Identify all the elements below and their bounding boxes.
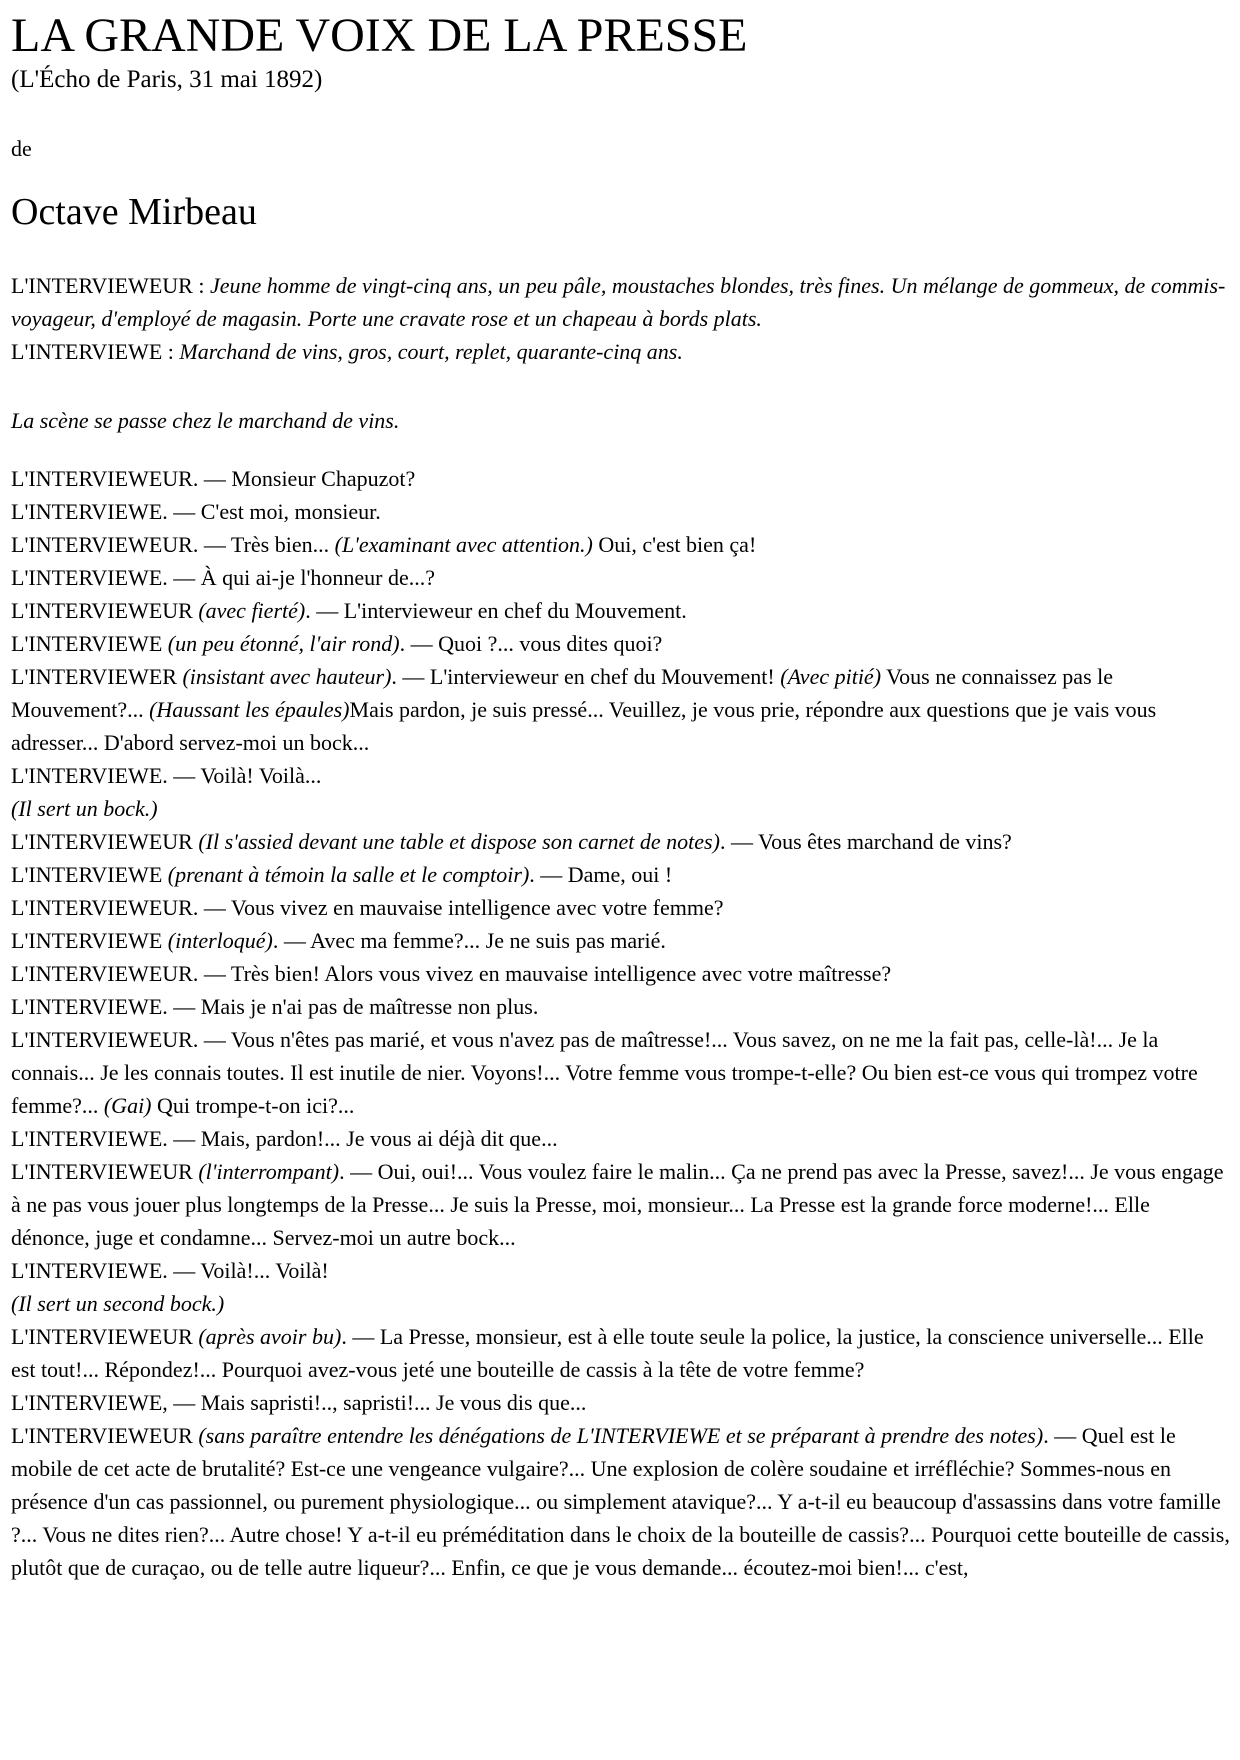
speech-text: L'INTERVIEWE. — C'est moi, monsieur. <box>11 499 381 524</box>
text-line <box>11 1023 1230 1122</box>
text-line <box>11 335 1230 368</box>
speech-text: L'INTERVIEWE : <box>11 339 180 364</box>
stage-direction: Marchand de vins, gros, court, replet, quarante-cinq ans. <box>179 339 683 364</box>
text-line <box>11 858 1230 891</box>
speech-text: L'INTERVIEWEUR <box>11 598 199 623</box>
text-line <box>11 269 1230 335</box>
text-line <box>11 1122 1230 1155</box>
text-line <box>11 627 1230 660</box>
speech-text: L'INTERVIEWE <box>11 631 168 656</box>
speech-text: . — Dame, oui ! <box>529 862 673 887</box>
speech-text: L'INTERVIEWEUR : <box>11 273 210 298</box>
stage-direction: (Gai) <box>103 1093 152 1118</box>
text-line <box>11 1254 1230 1287</box>
dialogue-block <box>11 462 1230 1584</box>
text-line <box>11 1386 1230 1419</box>
text-line <box>11 825 1230 858</box>
stage-direction: (L'examinant avec attention.) <box>334 532 593 557</box>
stage-direction: Jeune homme de vingt-cinq ans, un peu pâle, moustaches blondes, très fines. Un mélange de gommeux, de commis-voyageur, d'employé de magasin. Porte une cravate rose et un chapeau à bords plats. <box>11 273 1226 331</box>
speech-text: L'INTERVIEWEUR <box>11 1159 199 1184</box>
stage-direction: (insistant avec hauteur) <box>182 664 392 689</box>
speech-text: L'INTERVIEWE. — Voilà! Voilà... <box>11 763 322 788</box>
speech-text: . — Oui, oui!... Vous voulez faire le malin... Ça ne prend pas avec la Presse, savez!... Je vous engage à ne pas vous jouer plus longtemps de la Presse... Je suis la Presse, moi, monsieur... La Presse est la grande force moderne!... Elle dénonce, juge et condamne... Servez-moi un autre bock... <box>11 1159 1224 1250</box>
speech-text: . — La Presse, monsieur, est à elle toute seule la police, la justice, la conscience universelle... Elle est tout!... Répondez!... Pourquoi avez-vous jeté une bouteille de cassis à la tête de votre femme? <box>11 1324 1204 1382</box>
speech-text: L'INTERVIEWEUR <box>11 1423 199 1448</box>
speech-text: L'INTERVIEWEUR <box>11 829 199 854</box>
speech-text: L'INTERVIEWEUR. — Vous vivez en mauvaise intelligence avec votre femme? <box>11 895 724 920</box>
text-line <box>11 1287 1230 1320</box>
text-line <box>11 792 1230 825</box>
text-line <box>11 594 1230 627</box>
text-line <box>11 924 1230 957</box>
speech-text: . — L'intervieweur en chef du Mouvement! <box>391 664 781 689</box>
speech-text: Oui, c'est bien ça! <box>592 532 757 557</box>
stage-direction: (Avec pitié) <box>780 664 882 689</box>
stage-direction: (Haussant les épaules) <box>149 697 350 722</box>
text-line <box>11 759 1230 792</box>
stage-direction: (l'interrompant) <box>198 1159 340 1184</box>
text-line <box>11 660 1230 759</box>
speech-text: L'INTERVIEWE <box>11 862 168 887</box>
speech-text: L'INTERVIEWEUR. — Très bien... <box>11 532 335 557</box>
cast-description <box>11 269 1230 368</box>
scene-direction <box>11 404 1230 437</box>
speech-text: L'INTERVIEWE. — Mais je n'ai pas de maîtresse non plus. <box>11 994 539 1019</box>
speech-text: L'INTERVIEWEUR. — Vous n'êtes pas marié, et vous n'avez pas de maîtresse!... Vous savez, on ne me la fait pas, celle-là!... Je la connais... Je les connais toutes. Il est inutile de nier. Voyons!... Votre femme vous trompe-t-elle? Ou bien est-ce vous qui trompez votre femme?... <box>11 1027 1198 1118</box>
speech-text: L'INTERVIEWE. — À qui ai-je l'honneur de...? <box>11 565 436 590</box>
text-line <box>11 495 1230 528</box>
publication-info: (L'Écho de Paris, 31 mai 1892) <box>11 66 323 93</box>
stage-direction: La scène se passe chez le marchand de vins. <box>11 408 400 433</box>
text-line <box>11 990 1230 1023</box>
speech-text: L'INTERVIEWER <box>11 664 183 689</box>
stage-direction: (Il s'assied devant une table et dispose son carnet de notes) <box>198 829 720 854</box>
document-page <box>11 8 1230 1584</box>
stage-direction: (avec fierté) <box>198 598 306 623</box>
stage-direction: (Il sert un second bock.) <box>11 1291 225 1316</box>
stage-direction: (après avoir bu) <box>198 1324 342 1349</box>
byline-prefix: de <box>11 136 32 161</box>
text-line <box>11 1419 1230 1584</box>
author-name: Octave Mirbeau <box>11 191 257 233</box>
text-line <box>11 1155 1230 1254</box>
text-line <box>11 1320 1230 1386</box>
speech-text: L'INTERVIEWEUR. — Très bien! Alors vous vivez en mauvaise intelligence avec votre maîtresse? <box>11 961 892 986</box>
speech-text: . — L'intervieweur en chef du Mouvement. <box>305 598 687 623</box>
speech-text: Vous ne connaissez pas le Mouvement?... <box>11 664 1114 722</box>
text-line <box>11 462 1230 495</box>
speech-text: L'INTERVIEWE <box>11 928 168 953</box>
text-line <box>11 957 1230 990</box>
speech-text: . — Quel est le mobile de cet acte de brutalité? Est-ce une vengeance vulgaire?... Une explosion de colère soudaine et irréfléchie? Sommes-nous en présence d'un cas passionnel, ou purement physiologique... ou simplement atavique?... Y a-t-il eu beaucoup d'assassins dans votre famille ?... Vous ne dites rien?... Autre chose! Y a-t-il eu préméditation dans le choix de la bouteille de cassis?... Pourquoi cette bouteille de cassis, plutôt que de curaçao, ou de telle autre liqueur?... Enfin, ce que je vous demande... écoutez-moi bien!... c'est, <box>11 1423 1230 1580</box>
speech-text: Mais pardon, je suis pressé... Veuillez, je vous prie, répondre aux questions que je vais vous adresser... D'abord servez-moi un bock... <box>11 697 1157 755</box>
speech-text: . — Quoi ?... vous dites quoi? <box>399 631 663 656</box>
speech-text: L'INTERVIEWEUR <box>11 1324 199 1349</box>
speech-text: . — Vous êtes marchand de vins? <box>719 829 1012 854</box>
stage-direction: (sans paraître entendre les dénégations de L'INTERVIEWE et se préparant à prendre des notes) <box>198 1423 1044 1448</box>
page-title: LA GRANDE VOIX DE LA PRESSE <box>11 9 748 62</box>
speech-text: L'INTERVIEWE, — Mais sapristi!.., sapristi!... Je vous dis que... <box>11 1390 587 1415</box>
text-line <box>11 528 1230 561</box>
speech-text: L'INTERVIEWEUR. — Monsieur Chapuzot? <box>11 466 416 491</box>
stage-direction: (interloqué) <box>167 928 273 953</box>
stage-direction: (un peu étonné, l'air rond) <box>167 631 400 656</box>
stage-direction: (prenant à témoin la salle et le comptoir) <box>167 862 530 887</box>
speech-text: L'INTERVIEWE. — Voilà!... Voilà! <box>11 1258 329 1283</box>
text-line <box>11 891 1230 924</box>
text-line <box>11 404 1230 437</box>
stage-direction: (Il sert un bock.) <box>11 796 158 821</box>
speech-text: Qui trompe-t-on ici?... <box>151 1093 355 1118</box>
speech-text: L'INTERVIEWE. — Mais, pardon!... Je vous ai déjà dit que... <box>11 1126 558 1151</box>
speech-text: . — Avec ma femme?... Je ne suis pas marié. <box>272 928 666 953</box>
text-line <box>11 561 1230 594</box>
